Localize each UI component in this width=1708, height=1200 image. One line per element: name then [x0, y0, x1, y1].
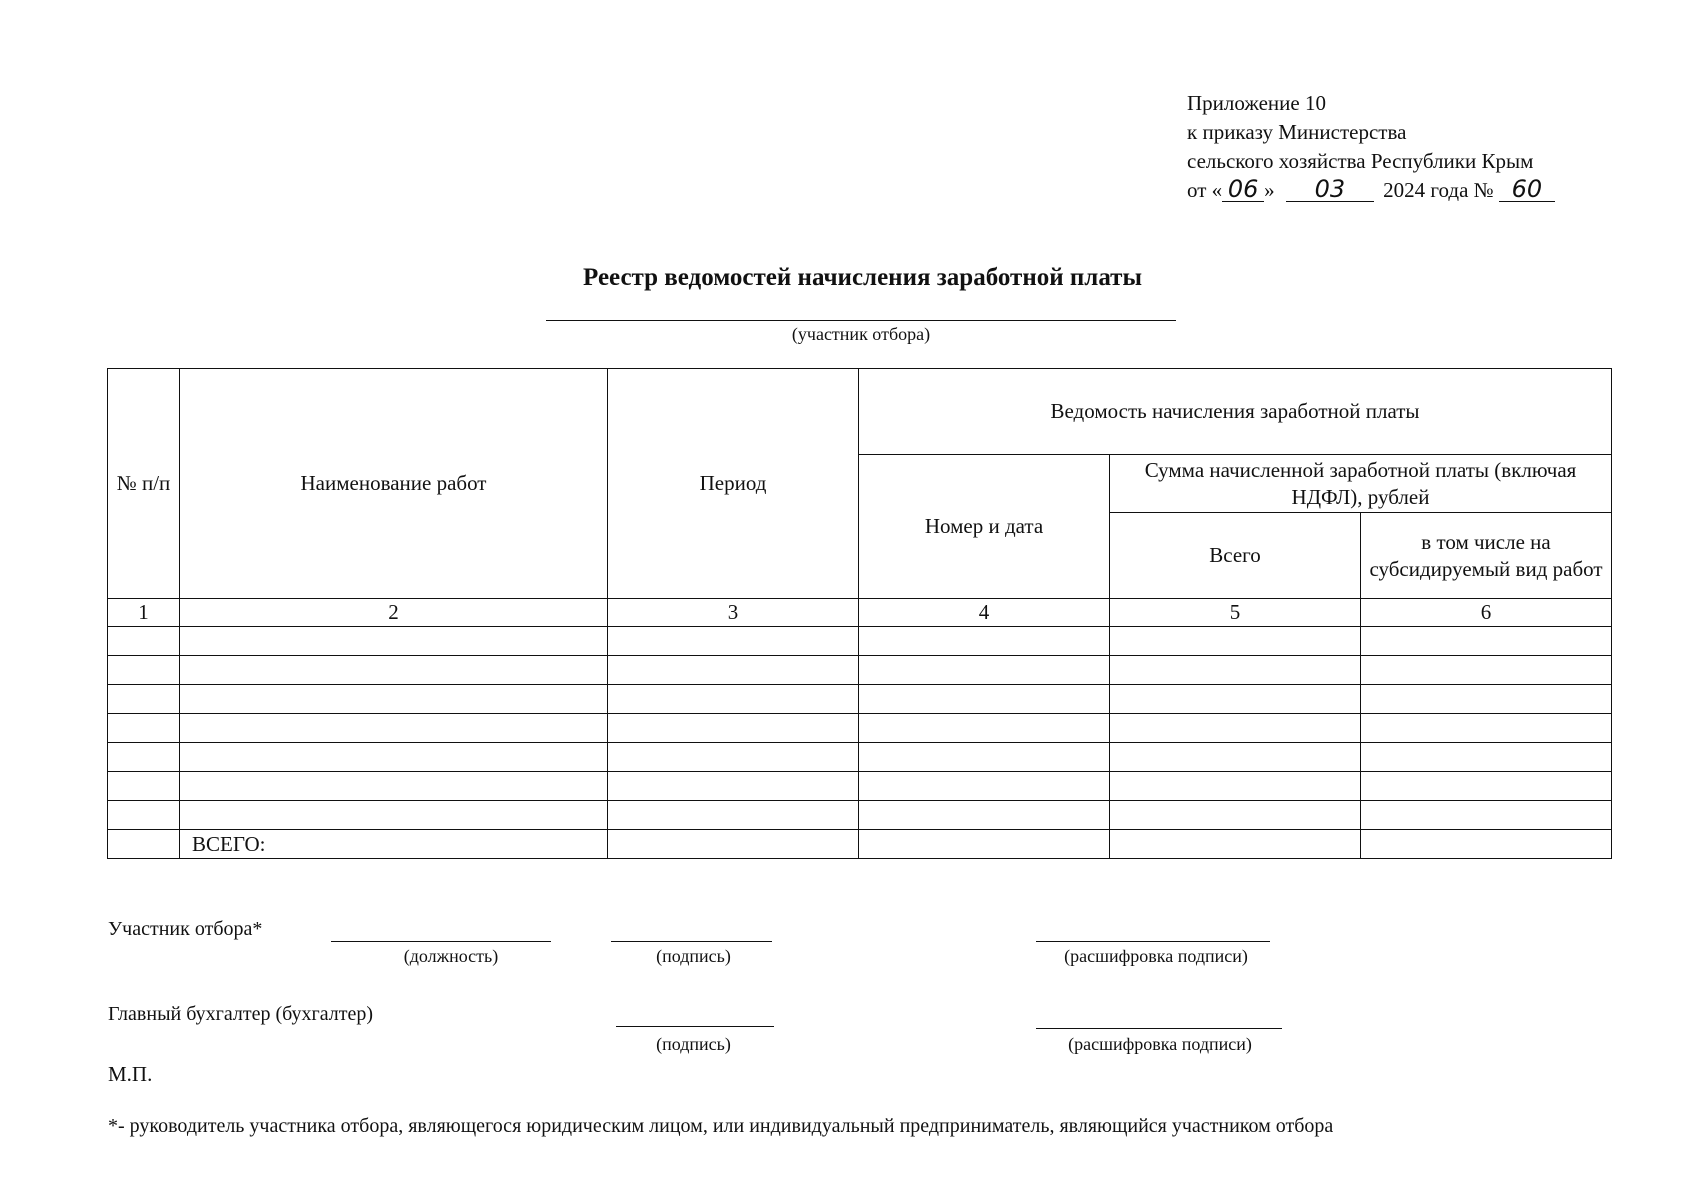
table-cell	[608, 656, 859, 685]
col-number: 2	[180, 599, 608, 627]
table-cell	[180, 772, 608, 801]
table-cell	[180, 743, 608, 772]
table-cell	[1110, 685, 1361, 714]
accountant-decoding-line	[1036, 1028, 1282, 1029]
total-row	[108, 830, 1612, 859]
table-cell	[108, 714, 180, 743]
table-cell	[1361, 772, 1612, 801]
seal-label: М.П.	[108, 1062, 153, 1086]
position-line	[331, 941, 551, 942]
col-number: 4	[859, 599, 1110, 627]
table-cell	[1361, 801, 1612, 830]
table-row	[108, 714, 1612, 743]
header-period: Период	[608, 369, 859, 599]
table-row	[108, 743, 1612, 772]
table-cell	[859, 656, 1110, 685]
table-cell	[608, 830, 859, 859]
table-cell	[1110, 830, 1361, 859]
appendix-block	[1187, 89, 1555, 205]
col-number: 3	[608, 599, 859, 627]
participant-caption: (участник отбора)	[791, 324, 931, 344]
handwritten-month: 03	[1286, 177, 1374, 202]
page-title: Реестр ведомостей начисления заработной платы	[583, 264, 1142, 291]
handwritten-day: 06	[1222, 177, 1264, 202]
header-total: Всего	[1110, 513, 1361, 599]
total-label: ВСЕГО:	[180, 830, 608, 859]
table-cell	[608, 772, 859, 801]
table-cell	[108, 656, 180, 685]
table-cell	[108, 772, 180, 801]
footnote: *- руководитель участника отбора, являющегося юридическим лицом, или индивидуальный предприниматель, являющийся участником отбора	[108, 1115, 1334, 1137]
decoding-line	[1036, 941, 1270, 942]
table-cell	[608, 743, 859, 772]
accountant-label: Главный бухгалтер (бухгалтер)	[108, 1003, 374, 1025]
table-row	[108, 685, 1612, 714]
appendix-line-2: к приказу Министерства	[1187, 120, 1407, 144]
col-number: 1	[108, 599, 180, 627]
header-name: Наименование работ	[180, 369, 608, 599]
date-separator: »	[1264, 178, 1275, 202]
header-sum: Сумма начисленной заработной платы (включая НДФЛ), рублей	[1110, 455, 1612, 513]
table-cell	[859, 743, 1110, 772]
table-cell	[1361, 743, 1612, 772]
register-table	[107, 368, 1612, 859]
table-cell	[180, 656, 608, 685]
table-cell	[108, 627, 180, 656]
table-cell	[859, 772, 1110, 801]
table-cell	[608, 714, 859, 743]
table-cell	[859, 714, 1110, 743]
header-statement: Ведомость начисления заработной платы	[859, 369, 1612, 455]
table-cell	[859, 830, 1110, 859]
table-cell	[1110, 743, 1361, 772]
table-cell	[1110, 627, 1361, 656]
table-row	[108, 627, 1612, 656]
table-cell	[608, 685, 859, 714]
table-cell	[180, 714, 608, 743]
header-number-date: Номер и дата	[859, 455, 1110, 599]
decoding-caption: (расшифровка подписи)	[1064, 946, 1248, 966]
header-num: № п/п	[108, 369, 180, 599]
accountant-decoding-caption: (расшифровка подписи)	[1068, 1034, 1252, 1054]
accountant-signature-line	[616, 1026, 774, 1027]
table-cell	[1110, 714, 1361, 743]
participant-line	[546, 320, 1176, 321]
participant-label: Участник отбора*	[108, 918, 263, 940]
table-cell	[1110, 772, 1361, 801]
col-number: 5	[1110, 599, 1361, 627]
year-text: 2024 года №	[1383, 178, 1494, 202]
table-row	[108, 801, 1612, 830]
table-cell	[1361, 656, 1612, 685]
signature-line	[611, 941, 772, 942]
table-cell	[859, 685, 1110, 714]
table-cell	[608, 801, 859, 830]
table-cell	[1361, 685, 1612, 714]
table-cell	[608, 627, 859, 656]
table-cell	[108, 830, 180, 859]
date-prefix: от «	[1187, 178, 1223, 202]
table-cell	[1110, 801, 1361, 830]
table-cell	[108, 743, 180, 772]
appendix-date-line	[1187, 176, 1555, 205]
accountant-signature-caption: (подпись)	[656, 1034, 731, 1054]
appendix-line-3: сельского хозяйства Республики Крым	[1187, 149, 1534, 173]
table-cell	[1361, 714, 1612, 743]
handwritten-order-number: 60	[1499, 177, 1555, 202]
table-row	[108, 656, 1612, 685]
col-number: 6	[1361, 599, 1612, 627]
table-row	[108, 772, 1612, 801]
table-cell	[859, 801, 1110, 830]
header-subsidized: в том числе на субсидируемый вид работ	[1361, 513, 1612, 599]
table-cell	[859, 627, 1110, 656]
appendix-line-1: Приложение 10	[1187, 91, 1326, 115]
table-cell	[1361, 830, 1612, 859]
position-caption: (должность)	[403, 946, 499, 966]
column-numbers-row	[108, 599, 1612, 627]
signature-caption: (подпись)	[656, 946, 731, 966]
table-cell	[108, 685, 180, 714]
table-cell	[1110, 656, 1361, 685]
table-cell	[180, 685, 608, 714]
table-cell	[180, 801, 608, 830]
table-cell	[1361, 627, 1612, 656]
table-cell	[108, 801, 180, 830]
table-cell	[180, 627, 608, 656]
